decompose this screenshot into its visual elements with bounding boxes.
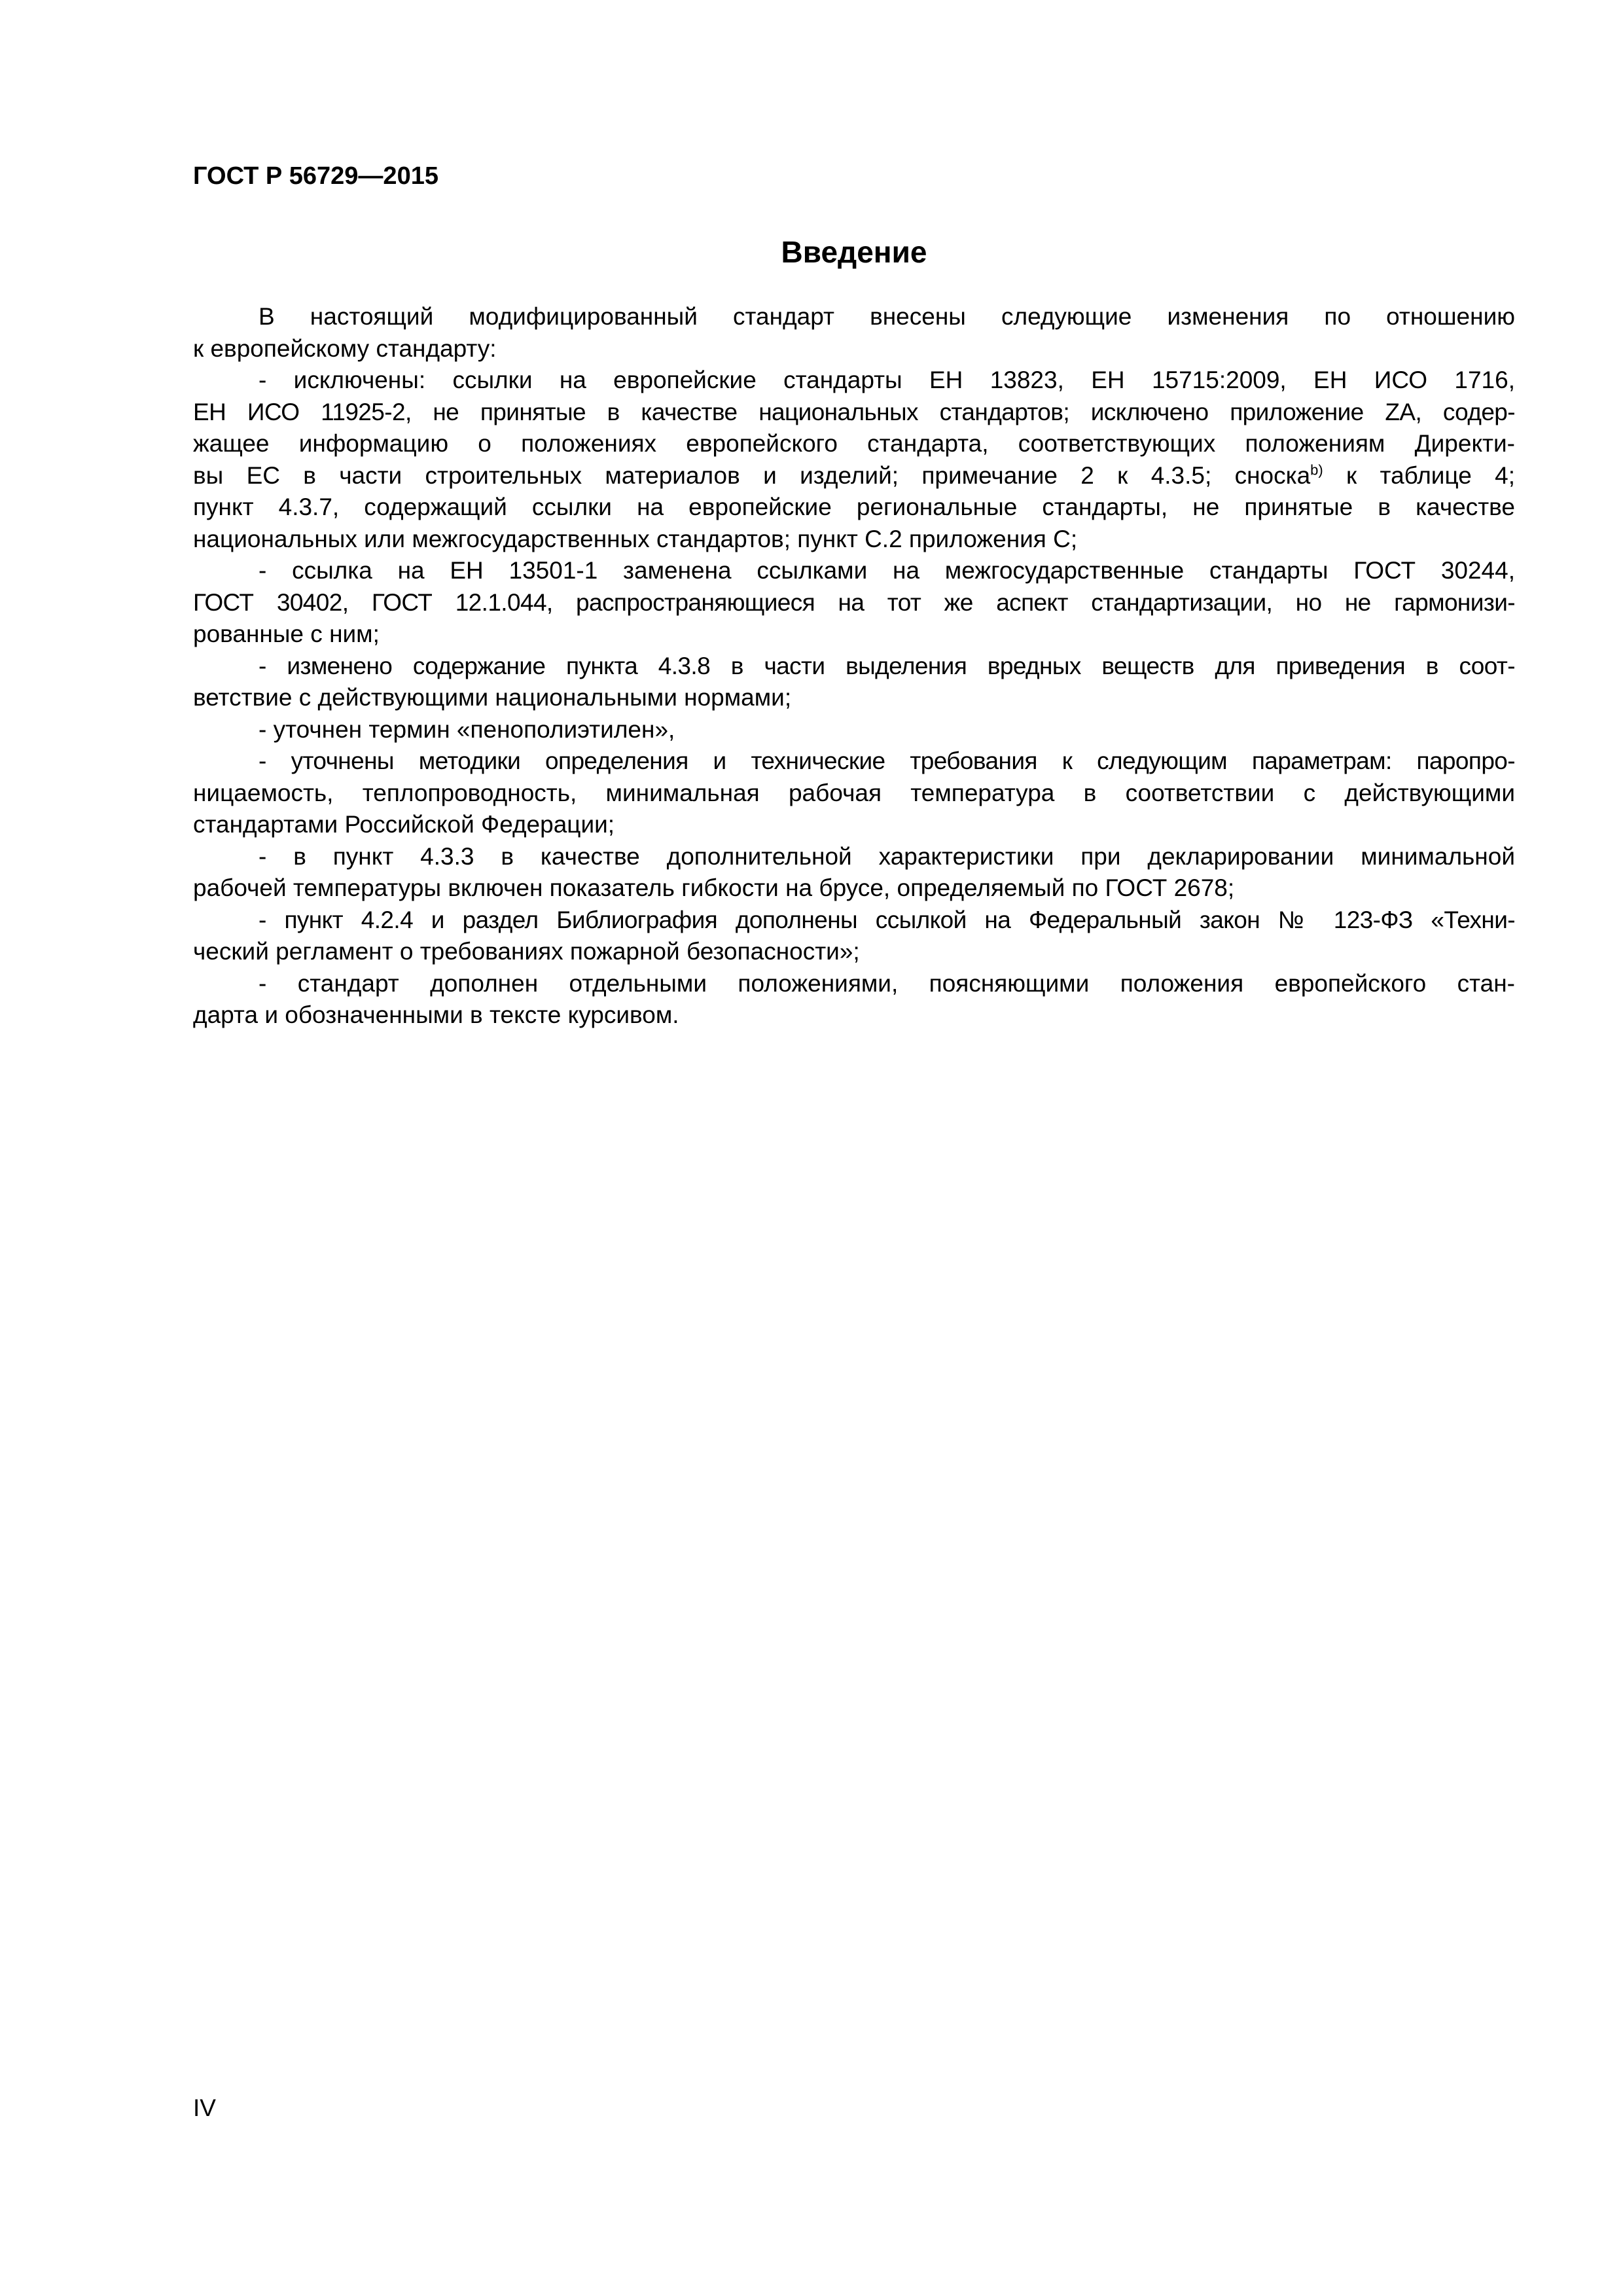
text-line: ницаемость, теплопроводность, минимальная рабочая температура в соответствии с действующими (193, 779, 1515, 806)
text-line: - в пункт 4.3.3 в качестве дополнительной характеристики при декларировании минимальной (259, 842, 1515, 870)
document-designation: ГОСТ Р 56729—2015 (193, 162, 438, 190)
introduction-body (193, 301, 1515, 1031)
text-line: - уточнен термин «пенополиэтилен», (259, 715, 675, 743)
text-line: национальных или межгосударственных стандартов; пункт С.2 приложения С; (193, 525, 1078, 552)
text-line: ческий регламент о требованиях пожарной безопасности»; (193, 938, 860, 965)
text-line: - стандарт дополнен отдельными положениями, поясняющими положения европейского стан- (259, 969, 1515, 997)
paragraph-content-changed (193, 651, 1515, 714)
text-line: дарта и обозначенными в тексте курсивом. (193, 1001, 679, 1028)
text-line-with-footnote (193, 460, 1515, 492)
text-line: - изменено содержание пункта 4.3.8 в части выделения вредных веществ для приведения в соот- (259, 652, 1515, 679)
paragraph-supplemented (193, 968, 1515, 1031)
paragraph-methods-clarified (193, 745, 1515, 841)
section-title: Введение (781, 235, 927, 269)
text-line: ветствие с действующими национальными нормами; (193, 684, 792, 711)
text-line: - ссылка на ЕН 13501-1 заменена ссылками на межгосударственные стандарты ГОСТ 30244, (259, 557, 1515, 584)
paragraph-reference-replaced (193, 555, 1515, 651)
text-line: пункт 4.3.7, содержащий ссылки на европейские региональные стандарты, не принятые в качестве (193, 493, 1515, 520)
paragraph-term-clarified (193, 714, 1515, 746)
text-line: - пункт 4.2.4 и раздел Библиография дополнены ссылкой на Федеральный закон № 123-ФЗ «Техни- (259, 906, 1515, 933)
text-line: - уточнены методики определения и технические требования к следующим параметрам: паропро- (259, 747, 1515, 774)
text-line: ЕН ИСО 11925-2, не принятые в качестве национальных стандартов; исключено приложение ZA, содер- (193, 398, 1515, 425)
text-span: к таблице 4; (1323, 461, 1515, 489)
text-span: вы ЕС в части строительных материалов и изделий; примечание 2 к 4.3.5; сноска (193, 461, 1311, 489)
text-line: рованные с ним; (193, 620, 380, 647)
footnote-marker: b) (1310, 461, 1323, 478)
text-line: В настоящий модифицированный стандарт внесены следующие изменения по отношению (259, 303, 1515, 330)
text-line: рабочей температуры включен показатель гибкости на брусе, определяемый по ГОСТ 2678; (193, 874, 1235, 901)
text-line: жащее информацию о положениях европейского стандарта, соответствующих положениям Директи- (193, 430, 1515, 457)
text-line: ГОСТ 30402, ГОСТ 12.1.044, распространяющиеся на тот же аспект стандартизации, но не гармонизи- (193, 588, 1515, 616)
paragraph-flexibility (193, 841, 1515, 905)
paragraph-intro (193, 301, 1515, 365)
paragraph-excluded (193, 365, 1515, 555)
text-line: к европейскому стандарту: (193, 334, 497, 362)
page-number: IV (193, 2094, 216, 2121)
paragraph-federal-law (193, 905, 1515, 968)
text-line: стандартами Российской Федерации; (193, 811, 615, 838)
text-line: - исключены: ссылки на европейские стандарты ЕН 13823, ЕН 15715:2009, ЕН ИСО 1716, (259, 367, 1515, 393)
